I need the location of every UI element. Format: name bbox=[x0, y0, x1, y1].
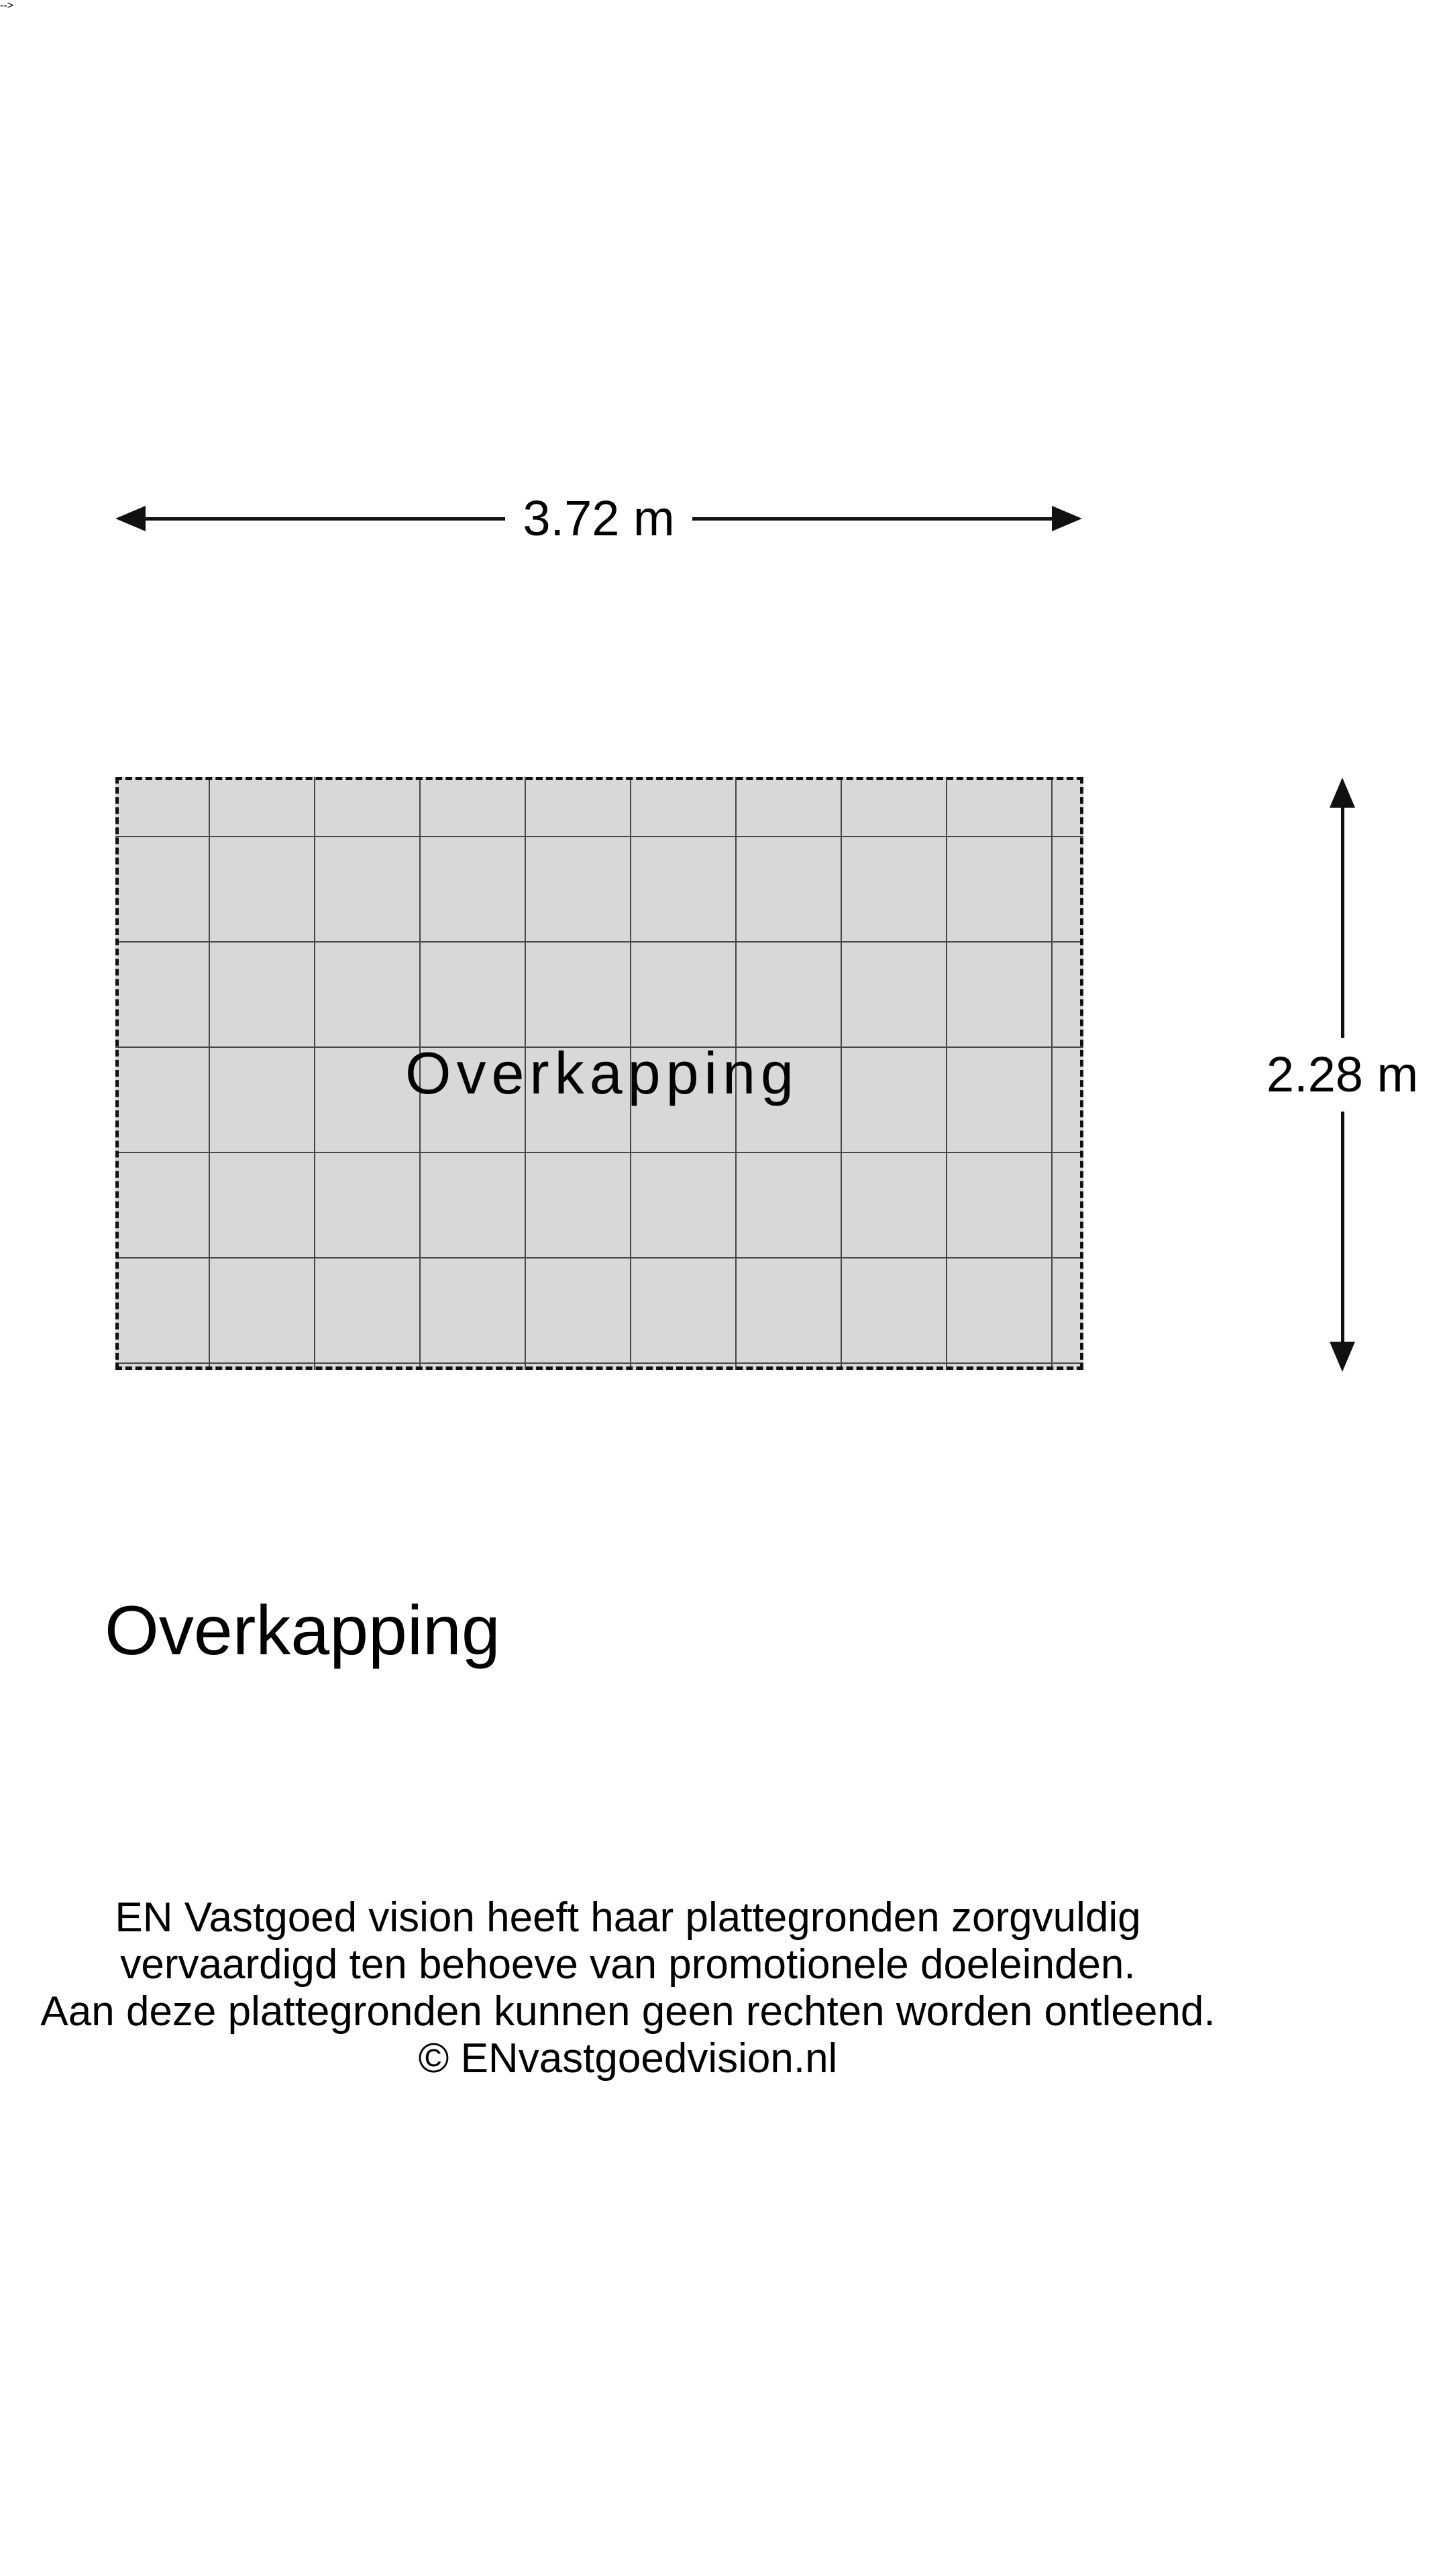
dimension-line bbox=[1341, 1112, 1344, 1342]
disclaimer bbox=[0, 1894, 1256, 2082]
arrow-right-icon bbox=[1052, 506, 1082, 531]
dimension-line bbox=[146, 517, 505, 521]
floorplan-canvas: --> 3.72 m Overkapping 2.28 m Overkapping EN Vastgoed vision heeft haar plattegronden zorgvuldig vervaardigd ten behoeve van promotionele doeleinden. Aan deze plattegronden kunnen geen rechten worden ontleend. © ENvastgoedvision.nl bbox=[0, 0, 1449, 2576]
height-dimension-label: 2.28 m bbox=[1266, 1046, 1419, 1102]
disclaimer-line: © ENvastgoedvision.nl bbox=[418, 2035, 838, 2082]
dimension-line bbox=[692, 517, 1052, 521]
dimension-line bbox=[1341, 808, 1344, 1038]
arrow-left-icon bbox=[115, 506, 146, 531]
width-dimension-label: 3.72 m bbox=[523, 490, 675, 546]
disclaimer-line: EN Vastgoed vision heeft haar plattegronden zorgvuldig bbox=[115, 1894, 1141, 1941]
width-dimension bbox=[115, 490, 1082, 546]
page-title: Overkapping bbox=[105, 1592, 500, 1670]
height-dimension bbox=[1264, 777, 1421, 1372]
room-label: Overkapping bbox=[405, 1040, 799, 1106]
arrow-up-icon bbox=[1330, 777, 1355, 808]
disclaimer-line: vervaardigd ten behoeve van promotionele doeleinden. bbox=[120, 1941, 1136, 1988]
arrow-down-icon bbox=[1330, 1342, 1355, 1372]
overkapping-room bbox=[115, 777, 1083, 1370]
disclaimer-line: Aan deze plattegronden kunnen geen rechten worden ontleend. bbox=[40, 1988, 1216, 2035]
